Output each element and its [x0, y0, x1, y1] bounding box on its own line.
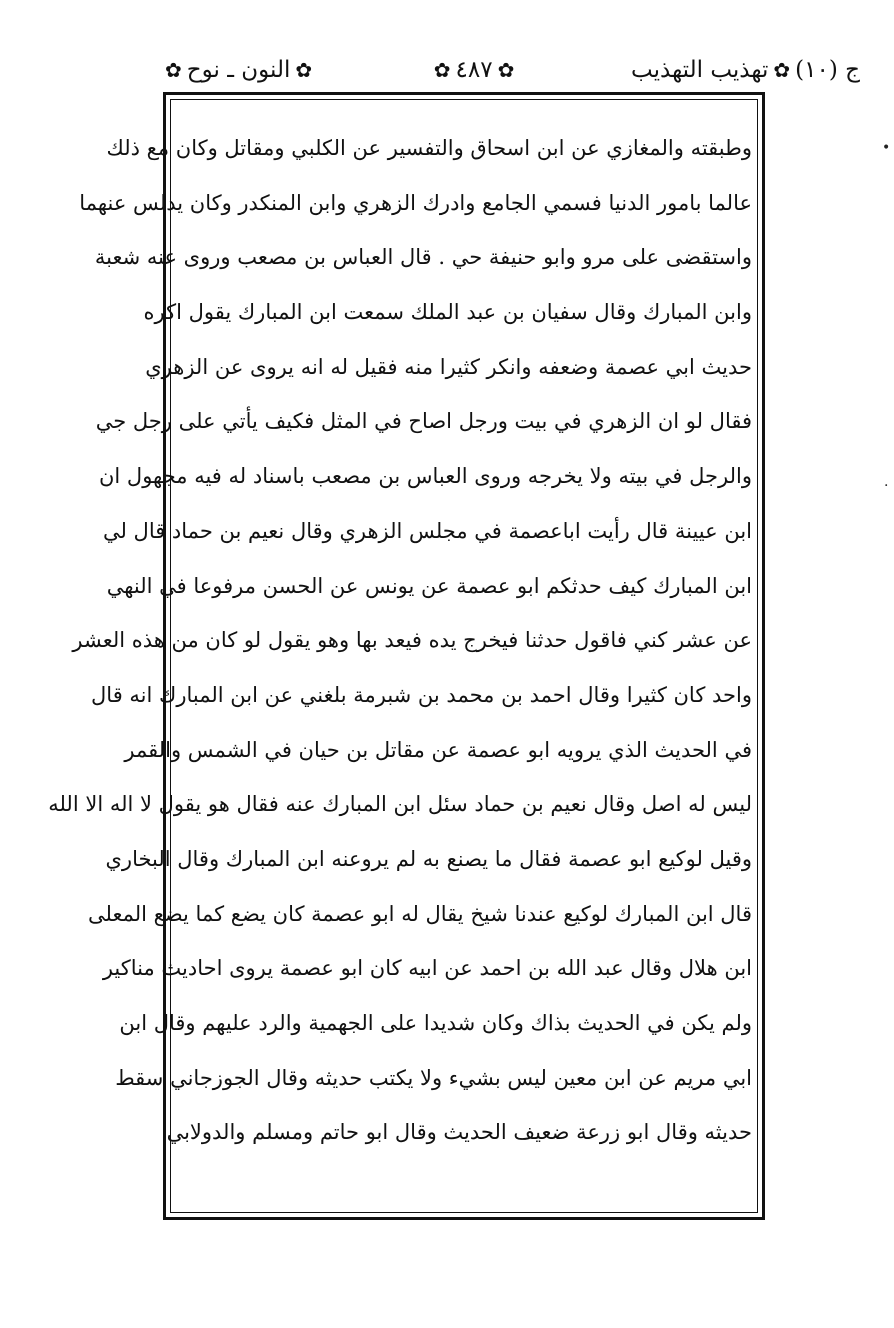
book-title: تهذيب التهذيب [631, 57, 769, 83]
text-line: واستقضى على مرو وابو حنيفة حي . قال العباس بن مصعب وروى عنه شعبة [94, 245, 752, 270]
page-number: ٤٨٧ [455, 57, 493, 83]
text-line: في الحديث الذي يرويه ابو عصمة عن مقاتل بن حيان في الشمس والقمر [124, 737, 752, 762]
text-line: وقيل لوكيع ابو عصمة فقال ما يصنع به لم يروعنه ابن المبارك وقال البخاري [105, 846, 752, 871]
text-line: قال ابن المبارك لوكيع عندنا شيخ يقال له ابو عصمة كان يضع كما يضع المعلى [88, 901, 752, 926]
margin-dot-icon: • [882, 140, 891, 156]
text-line: حديثه وقال ابو زرعة ضعيف الحديث وقال ابو حاتم ومسلم والدولابي [166, 1120, 752, 1145]
text-line: واحد كان كثيرا وقال احمد بن محمد بن شبرمة بلغني عن ابن المبارك انه قال [91, 682, 752, 707]
text-line: عالما بامور الدنيا فسمي الجامع وادرك الزهري وابن المنكدر وكان يدلس عنهما [79, 190, 752, 215]
ornament-icon: ✿ [165, 58, 182, 82]
text-line: ابن هلال وقال عبد الله بن احمد عن ابيه كان ابو عصمة يروى احاديث مناكير [102, 956, 752, 981]
header-volume-group [631, 57, 860, 83]
header-page-group [429, 57, 520, 83]
text-line: فقال لو ان الزهري في بيت ورجل اصاح في المثل فكيف يأتي على رجل جي [95, 409, 752, 434]
page-header [160, 50, 860, 90]
text-line: ليس له اصل وقال نعيم بن حماد سئل ابن المبارك عنه فقال هو يقول لا اله الا الله [48, 792, 752, 817]
section-label: النون ـ نوح [186, 57, 291, 83]
text-line: والرجل في بيته ولا يخرجه وروى العباس بن مصعب باسناد له فيه مجهول ان [99, 464, 752, 489]
text-line: ابن المبارك كيف حدثكم ابو عصمة عن يونس عن الحسن مرفوعا في النهي [106, 573, 752, 598]
ornament-icon: ✿ [773, 58, 791, 82]
margin-mark-icon: · [884, 478, 889, 494]
ornament-icon: ✿ [433, 58, 451, 82]
volume-label: ج (١٠) [795, 57, 860, 83]
text-line: ابي مريم عن ابن معين ليس بشيء ولا يكتب حديثه وقال الجوزجاني سقط [115, 1065, 752, 1090]
text-line: ابن عيينة قال رأيت اباعصمة في مجلس الزهري وقال نعيم بن حماد قال لي [102, 518, 752, 543]
text-line: عن عشر كني فاقول حدثنا فيخرج يده فيعد بها وهو يقول لو كان من هذه العشر [72, 628, 752, 653]
text-line: ولم يكن في الحديث بذاك وكان شديدا على الجهمية والرد عليهم وقال ابن [119, 1011, 752, 1035]
text-line: حديث ابي عصمة وضعفه وانكر كثيرا منه فقيل له انه يروى عن الزهري [145, 354, 752, 379]
body-text [48, 128, 752, 1167]
text-line: وابن المبارك وقال سفيان بن عبد الملك سمعت ابن المبارك يقول اكره [143, 300, 752, 325]
ornament-icon: ✿ [295, 58, 313, 82]
ornament-icon: ✿ [497, 58, 515, 82]
text-line: وطبقته والمغازي عن ابن اسحاق والتفسير عن الكلبي ومقاتل وكان مع ذلك [106, 136, 752, 160]
header-section-group [160, 57, 317, 83]
